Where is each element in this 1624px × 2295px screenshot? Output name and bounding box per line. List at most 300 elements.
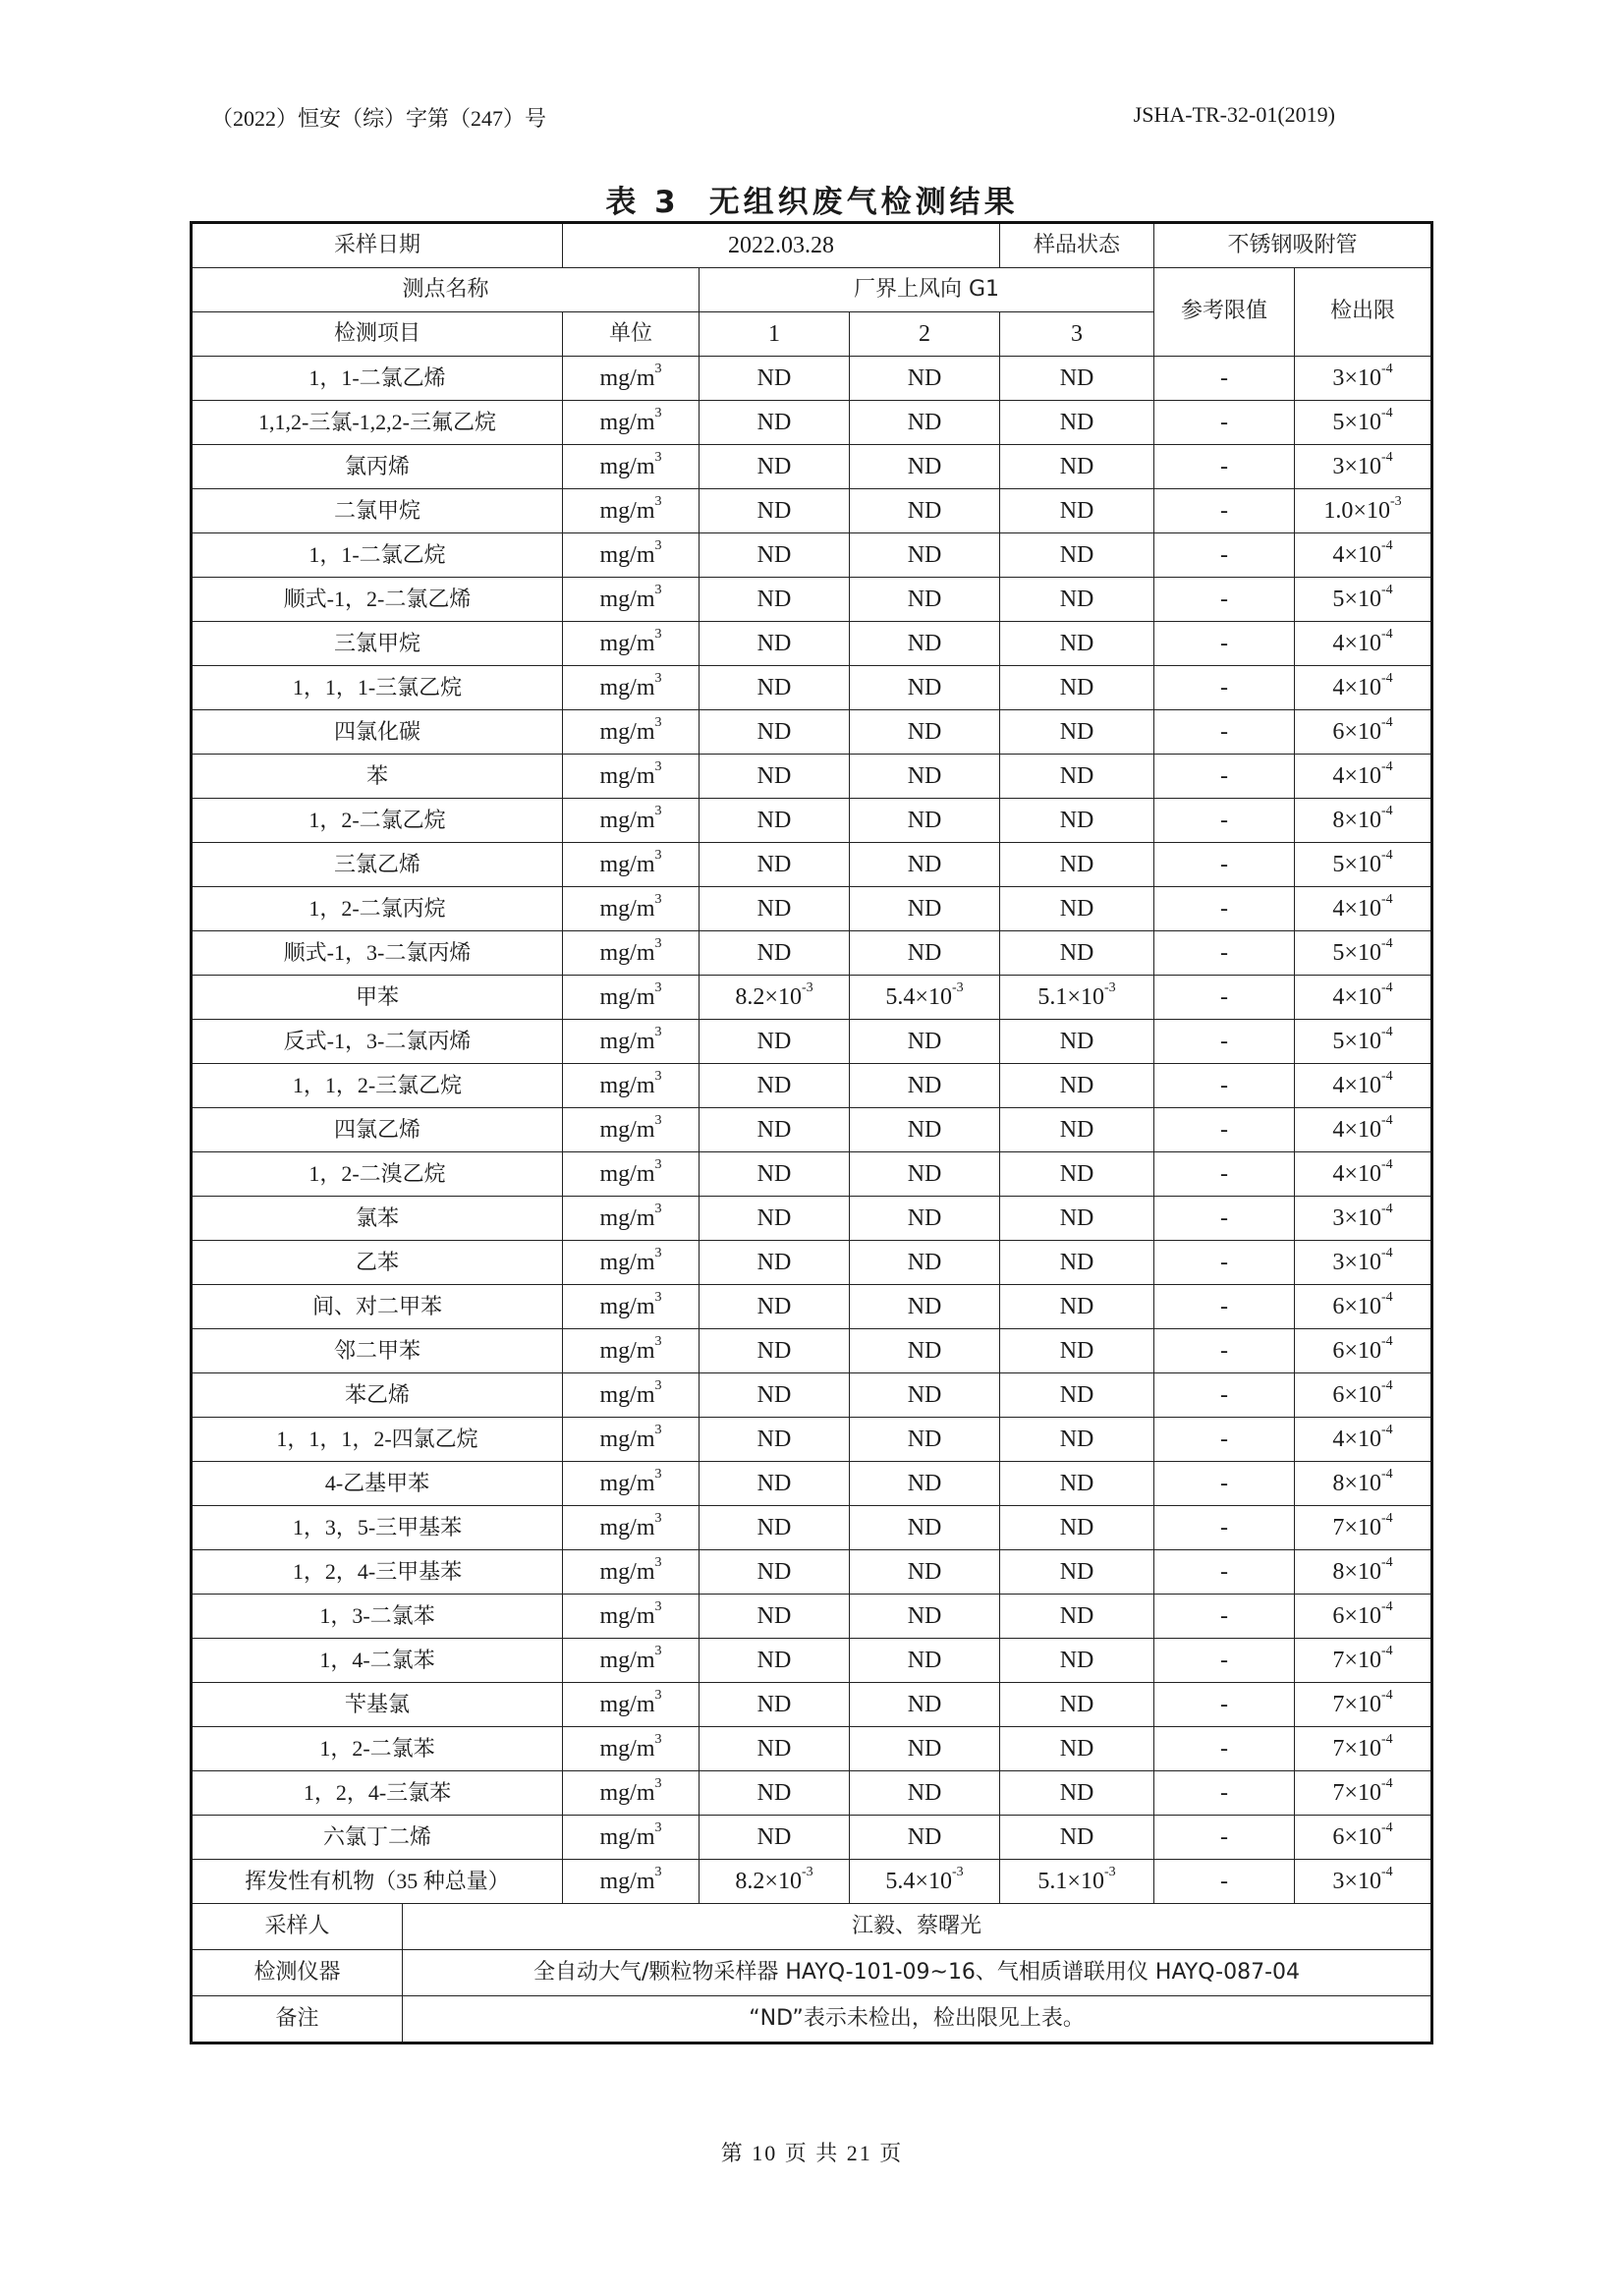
item-name: 1，1-二氯乙烷 [192, 533, 563, 578]
unit-cell [563, 1683, 700, 1727]
detection-limit-value-text: 4×10 [1332, 1160, 1381, 1187]
reference-limit-value: - [1154, 1683, 1295, 1727]
unit-cell [563, 401, 700, 445]
sample-3-value-text: ND [1059, 1116, 1094, 1143]
sample-1-value-text: ND [756, 1204, 792, 1231]
sample-2-value [850, 799, 1000, 843]
table-row [192, 357, 1432, 401]
reference-limit-value: - [1154, 799, 1295, 843]
detection-limit-value-exponent: -4 [1380, 758, 1393, 774]
sample-3-value [1000, 1639, 1154, 1683]
reference-limit-value: - [1154, 976, 1295, 1020]
sample-3-value [1000, 1152, 1154, 1197]
item-name: 四氯乙烯 [192, 1108, 563, 1152]
item-name: 1，2，4-三甲基苯 [192, 1550, 563, 1595]
reference-limit-value: - [1154, 931, 1295, 976]
unit-cell [563, 1064, 700, 1108]
unit-cell-text: mg/m [599, 453, 655, 479]
detection-limit-value-exponent: -4 [1380, 1201, 1393, 1216]
item-name: 邻二甲苯 [192, 1329, 563, 1373]
unit-cell-text: mg/m [599, 1779, 655, 1806]
sample-3-value [1000, 1506, 1154, 1550]
sample-3-value [1000, 622, 1154, 666]
unit-cell-exponent: 3 [654, 405, 662, 420]
sample-1-value [700, 401, 850, 445]
unit-cell-exponent: 3 [654, 1864, 662, 1879]
detection-limit-value [1295, 1506, 1432, 1550]
table-row [192, 1152, 1432, 1197]
unit-cell [563, 1108, 700, 1152]
detection-limit-value [1295, 1727, 1432, 1771]
sample-1-value-text: ND [756, 541, 792, 568]
unit-cell-exponent: 3 [654, 1377, 662, 1393]
sample-3-value-text: ND [1059, 541, 1094, 568]
sample-2-value-text: ND [907, 453, 942, 479]
sample-3-value-text: ND [1059, 1381, 1094, 1408]
sample-1-value-text: ND [756, 1160, 792, 1187]
sample-state-label: 样品状态 [1000, 223, 1154, 268]
table-row [192, 401, 1432, 445]
unit-cell-exponent: 3 [654, 626, 662, 642]
table-row [192, 887, 1432, 931]
sample-3-value-text: ND [1059, 1823, 1094, 1850]
reference-limit-value: - [1154, 843, 1295, 887]
unit-cell [563, 1241, 700, 1285]
reference-limit-value: - [1154, 1020, 1295, 1064]
unit-cell-exponent: 3 [654, 1024, 662, 1039]
sample-3-value-text: ND [1059, 895, 1094, 922]
unit-cell-exponent: 3 [654, 803, 662, 818]
unit-cell-exponent: 3 [654, 1775, 662, 1791]
sample-1-value [700, 1550, 850, 1595]
sample-2-value-text: ND [907, 939, 942, 966]
sample-2-value [850, 1197, 1000, 1241]
detection-limit-value-exponent: -4 [1380, 626, 1393, 642]
sample-3-value [1000, 1816, 1154, 1860]
detection-limit-value-text: 4×10 [1332, 1116, 1381, 1143]
detection-limit-value-exponent: -4 [1380, 1245, 1393, 1260]
sample-3-value [1000, 1329, 1154, 1373]
sample-2-value [850, 1462, 1000, 1506]
sample-1-value-text: ND [756, 1514, 792, 1540]
sample-1-value-text: ND [756, 364, 792, 391]
unit-cell [563, 1860, 700, 1904]
item-name: 顺式-1，2-二氯乙烯 [192, 578, 563, 622]
table-row [192, 1639, 1432, 1683]
sample-2-value-text: ND [907, 718, 942, 745]
report-number: （2022）恒安（综）字第（247）号 [211, 106, 547, 131]
detection-limit-value-exponent: -4 [1380, 714, 1393, 730]
sample-2-value-text: ND [907, 1116, 942, 1143]
unit-cell-text: mg/m [599, 807, 655, 833]
detection-limit-value-exponent: -4 [1380, 1333, 1393, 1349]
sample-3-value-text: ND [1059, 1779, 1094, 1806]
unit-cell [563, 1595, 700, 1639]
sample-3-value [1000, 533, 1154, 578]
sample-1-value [700, 1595, 850, 1639]
sample-2-value [850, 1683, 1000, 1727]
reference-limit-value: - [1154, 1595, 1295, 1639]
sample-2-value-text: ND [907, 541, 942, 568]
point-name-value: 厂界上风向 G1 [700, 268, 1154, 312]
table-row [192, 1506, 1432, 1550]
unit-cell-text: mg/m [599, 409, 655, 435]
detection-limit-value-text: 6×10 [1332, 718, 1381, 745]
detection-limit-value-text: 7×10 [1332, 1779, 1381, 1806]
sample-3-value-text: 5.1×10 [1037, 1868, 1104, 1894]
reference-limit-value: - [1154, 1727, 1295, 1771]
sample-1-value [700, 887, 850, 931]
unit-cell-exponent: 3 [654, 980, 662, 995]
detection-limit-value-text: 5×10 [1332, 851, 1381, 877]
sample-3-value [1000, 1860, 1154, 1904]
unit-cell-text: mg/m [599, 1735, 655, 1762]
detection-limit-value [1295, 1860, 1432, 1904]
detection-limit-value [1295, 1197, 1432, 1241]
sample-1-value-text: ND [756, 1602, 792, 1629]
sample-2-value [850, 401, 1000, 445]
sample-3-value [1000, 1108, 1154, 1152]
sample-1-value-text: ND [756, 586, 792, 612]
sample-3-value-text: ND [1059, 1426, 1094, 1452]
sample-3-value [1000, 401, 1154, 445]
detection-limit-value [1295, 1020, 1432, 1064]
point-name-label: 测点名称 [192, 268, 700, 312]
unit-cell [563, 755, 700, 799]
detection-limit-value [1295, 1064, 1432, 1108]
sample-2-value-text: ND [907, 1647, 942, 1673]
unit-cell-text: mg/m [599, 1381, 655, 1408]
detection-limit-value-text: 4×10 [1332, 1426, 1381, 1452]
unit-cell-text: mg/m [599, 541, 655, 568]
item-name: 苄基氯 [192, 1683, 563, 1727]
sample-2-value-text: 5.4×10 [885, 1868, 952, 1894]
item-name: 1,1,2-三氯-1,2,2-三氟乙烷 [192, 401, 563, 445]
detection-limit-value-text: 7×10 [1332, 1514, 1381, 1540]
item-name: 苯乙烯 [192, 1373, 563, 1418]
sample-2-value-text: ND [907, 1249, 942, 1275]
sample-2-value-text: ND [907, 807, 942, 833]
sample-1-value-text: 8.2×10 [735, 983, 802, 1010]
form-code: JSHA-TR-32-01(2019) [1133, 102, 1335, 127]
sample-2-value-text: ND [907, 1028, 942, 1054]
table-row [192, 1373, 1432, 1418]
sample-1-value-text: ND [756, 807, 792, 833]
sample-2-value-text: ND [907, 1160, 942, 1187]
detection-limit-value-text: 1.0×10 [1323, 497, 1390, 524]
sample-2-value [850, 1860, 1000, 1904]
item-name: 1，1，2-三氯乙烷 [192, 1064, 563, 1108]
unit-cell-text: mg/m [599, 1602, 655, 1629]
item-name: 1，2-二氯苯 [192, 1727, 563, 1771]
detection-limit-value [1295, 976, 1432, 1020]
sample-2-value-text: ND [907, 1426, 942, 1452]
sample-1-value-text: ND [756, 1470, 792, 1496]
detection-limit-header: 检出限 [1295, 268, 1432, 357]
sample-1-value [700, 799, 850, 843]
detection-limit-value-exponent: -4 [1380, 361, 1393, 376]
detection-limit-value-text: 6×10 [1332, 1602, 1381, 1629]
sample-1-value-text: ND [756, 453, 792, 479]
sample-3-value-text: 5.1×10 [1037, 983, 1104, 1010]
instrument-value: 全自动大气/颗粒物采样器 HAYQ-101-09~16、气相质谱联用仪 HAYQ-087-04 [403, 1950, 1432, 1996]
sampling-date-value: 2022.03.28 [563, 223, 1000, 268]
remark-row [192, 1996, 1432, 2043]
unit-cell [563, 1329, 700, 1373]
detection-limit-value-text: 6×10 [1332, 1381, 1381, 1408]
sample-2-value [850, 1152, 1000, 1197]
sample-2-value-text: ND [907, 1514, 942, 1540]
table-row [192, 1683, 1432, 1727]
detection-limit-value [1295, 1373, 1432, 1418]
instrument-row [192, 1950, 1432, 1996]
table-row [192, 1418, 1432, 1462]
table-row [192, 931, 1432, 976]
sample-3-value [1000, 1418, 1154, 1462]
detection-limit-value-text: 5×10 [1332, 586, 1381, 612]
reference-limit-value: - [1154, 1639, 1295, 1683]
sample-3-value-text: ND [1059, 1249, 1094, 1275]
item-name: 三氯甲烷 [192, 622, 563, 666]
detection-limit-value-exponent: -4 [1380, 1554, 1393, 1570]
table-row [192, 976, 1432, 1020]
sample-3-value-text: ND [1059, 1337, 1094, 1364]
unit-cell [563, 357, 700, 401]
table-row [192, 1727, 1432, 1771]
sample-2-value-text: ND [907, 1735, 942, 1762]
sample-state-value: 不锈钢吸附管 [1154, 223, 1432, 268]
sample-1-value-text: ND [756, 762, 792, 789]
sample-2-value-text: ND [907, 1337, 942, 1364]
table-number: 表 3 [605, 185, 680, 220]
unit-cell-exponent: 3 [654, 1643, 662, 1658]
item-name: 乙苯 [192, 1241, 563, 1285]
detection-limit-value-exponent: -4 [1380, 1510, 1393, 1526]
sample-3-value [1000, 1683, 1154, 1727]
detection-limit-value-text: 7×10 [1332, 1691, 1381, 1717]
reference-limit-value: - [1154, 1506, 1295, 1550]
unit-cell-text: mg/m [599, 1116, 655, 1143]
sample-3-value [1000, 1727, 1154, 1771]
sample-3-value-text: ND [1059, 1514, 1094, 1540]
unit-cell-exponent: 3 [654, 1554, 662, 1570]
table-row [192, 755, 1432, 799]
unit-cell-exponent: 3 [654, 361, 662, 376]
unit-cell [563, 1020, 700, 1064]
instrument-label: 检测仪器 [192, 1950, 403, 1996]
reference-limit-value: - [1154, 666, 1295, 710]
sample-2-value [850, 887, 1000, 931]
sample-3-value [1000, 1197, 1154, 1241]
sample-3-value [1000, 1064, 1154, 1108]
table-row [192, 622, 1432, 666]
detection-limit-value-exponent: -4 [1380, 1775, 1393, 1791]
detection-limit-value-text: 8×10 [1332, 807, 1381, 833]
item-name: 氯丙烯 [192, 445, 563, 489]
item-name: 二氯甲烷 [192, 489, 563, 533]
item-name: 甲苯 [192, 976, 563, 1020]
results-table [190, 221, 1433, 2044]
sample-2-value-text: ND [907, 895, 942, 922]
sample-3-value [1000, 445, 1154, 489]
sample-3-value-text: ND [1059, 674, 1094, 700]
sample-1-value-text: ND [756, 674, 792, 700]
detection-limit-value-exponent: -4 [1380, 980, 1393, 995]
sample-1-value [700, 976, 850, 1020]
unit-cell [563, 533, 700, 578]
sample-1-value-text: ND [756, 1116, 792, 1143]
sample-3-value-text: ND [1059, 718, 1094, 745]
sample-1-value-text: ND [756, 630, 792, 656]
sample-2-value-text: 5.4×10 [885, 983, 952, 1010]
item-name: 4-乙基甲苯 [192, 1462, 563, 1506]
unit-cell-text: mg/m [599, 1426, 655, 1452]
detection-limit-value [1295, 931, 1432, 976]
sample-2-value [850, 931, 1000, 976]
unit-cell-exponent: 3 [654, 670, 662, 686]
detection-limit-value-text: 4×10 [1332, 1072, 1381, 1098]
sample-1-value-text: ND [756, 895, 792, 922]
reference-limit-value: - [1154, 1197, 1295, 1241]
sample-2-value [850, 1771, 1000, 1816]
unit-cell [563, 799, 700, 843]
sample-1-value [700, 1152, 850, 1197]
table-row [192, 1241, 1432, 1285]
detection-limit-value [1295, 533, 1432, 578]
unit-cell-text: mg/m [599, 1647, 655, 1673]
detection-limit-value-text: 6×10 [1332, 1337, 1381, 1364]
unit-cell [563, 445, 700, 489]
detection-limit-value-exponent: -4 [1380, 1466, 1393, 1482]
detection-limit-value [1295, 666, 1432, 710]
detection-limit-value [1295, 1683, 1432, 1727]
unit-cell-text: mg/m [599, 1204, 655, 1231]
sample-1-value-text: ND [756, 1293, 792, 1319]
sample-1-value-exponent: -3 [801, 980, 813, 995]
sample-3-value-text: ND [1059, 364, 1094, 391]
sample-2-value [850, 666, 1000, 710]
reference-limit-value: - [1154, 445, 1295, 489]
unit-cell-text: mg/m [599, 851, 655, 877]
unit-cell [563, 887, 700, 931]
unit-cell-text: mg/m [599, 1337, 655, 1364]
sample-3-value-text: ND [1059, 1160, 1094, 1187]
item-header: 检测项目 [192, 312, 563, 357]
unit-cell [563, 622, 700, 666]
sample-1-value-text: ND [756, 1028, 792, 1054]
sample-2-value [850, 755, 1000, 799]
detection-limit-value-exponent: -4 [1380, 1687, 1393, 1703]
sample-3-value [1000, 976, 1154, 1020]
sample-2-value-text: ND [907, 1072, 942, 1098]
reference-limit-value: - [1154, 1285, 1295, 1329]
unit-cell [563, 1152, 700, 1197]
unit-cell [563, 1418, 700, 1462]
unit-cell-text: mg/m [599, 1249, 655, 1275]
detection-limit-value-exponent: -3 [1389, 493, 1402, 509]
sample-1-value [700, 578, 850, 622]
sample-3-value-text: ND [1059, 1647, 1094, 1673]
sample-3-value-text: ND [1059, 1735, 1094, 1762]
detection-limit-value-text: 5×10 [1332, 1028, 1381, 1054]
table-row [192, 1771, 1432, 1816]
detection-limit-value-exponent: -4 [1380, 1289, 1393, 1305]
sample-3-value-text: ND [1059, 807, 1094, 833]
sample-2-value [850, 1108, 1000, 1152]
sample-1-value-text: ND [756, 1779, 792, 1806]
unit-cell-exponent: 3 [654, 935, 662, 951]
sample-1-value [700, 357, 850, 401]
detection-limit-value-exponent: -4 [1380, 891, 1393, 907]
sample-1-value [700, 1860, 850, 1904]
detection-limit-value-text: 4×10 [1332, 895, 1381, 922]
sample-2-header: 2 [850, 312, 1000, 357]
detection-limit-value [1295, 622, 1432, 666]
reference-limit-value: - [1154, 1064, 1295, 1108]
sample-1-value-text: ND [756, 1337, 792, 1364]
sample-1-value-text: ND [756, 1072, 792, 1098]
sample-1-value [700, 1816, 850, 1860]
item-name: 挥发性有机物（35 种总量） [192, 1860, 563, 1904]
detection-limit-value-text: 3×10 [1332, 364, 1381, 391]
item-name: 1，1，1-三氯乙烷 [192, 666, 563, 710]
detection-limit-value-exponent: -4 [1380, 537, 1393, 553]
detection-limit-value-exponent: -4 [1380, 935, 1393, 951]
table-title-text: 无组织废气检测结果 [708, 185, 1019, 220]
unit-cell-text: mg/m [599, 718, 655, 745]
sample-1-value [700, 755, 850, 799]
sample-2-value [850, 1639, 1000, 1683]
detection-limit-value [1295, 1285, 1432, 1329]
sample-2-value-text: ND [907, 674, 942, 700]
sample-2-value [850, 1285, 1000, 1329]
sample-3-header: 3 [1000, 312, 1154, 357]
sample-1-value-text: ND [756, 1381, 792, 1408]
sample-1-value [700, 1418, 850, 1462]
sampling-date-label: 采样日期 [192, 223, 563, 268]
table-row [192, 799, 1432, 843]
table-row [192, 489, 1432, 533]
unit-cell-exponent: 3 [654, 1245, 662, 1260]
sample-2-value-text: ND [907, 409, 942, 435]
detection-limit-value-text: 3×10 [1332, 1868, 1381, 1894]
detection-limit-value [1295, 1152, 1432, 1197]
sampler-row [192, 1904, 1432, 1950]
sample-3-value-text: ND [1059, 630, 1094, 656]
detection-limit-value-text: 3×10 [1332, 1204, 1381, 1231]
unit-cell-text: mg/m [599, 1558, 655, 1585]
sample-2-value [850, 1595, 1000, 1639]
sample-2-value [850, 1418, 1000, 1462]
item-name: 六氯丁二烯 [192, 1816, 563, 1860]
detection-limit-value [1295, 401, 1432, 445]
sample-1-value-text: ND [756, 1691, 792, 1717]
unit-cell [563, 489, 700, 533]
detection-limit-value-exponent: -4 [1380, 1112, 1393, 1128]
sampler-value: 江毅、蔡曙光 [403, 1904, 1432, 1950]
unit-cell-text: mg/m [599, 1868, 655, 1894]
sample-1-value [700, 1771, 850, 1816]
unit-cell-exponent: 3 [654, 1466, 662, 1482]
reference-limit-value: - [1154, 401, 1295, 445]
reference-limit-value: - [1154, 1462, 1295, 1506]
sample-3-value-text: ND [1059, 409, 1094, 435]
sample-3-value-text: ND [1059, 939, 1094, 966]
unit-cell [563, 578, 700, 622]
unit-cell-exponent: 3 [654, 1156, 662, 1172]
detection-limit-value-exponent: -4 [1380, 1377, 1393, 1393]
unit-cell-text: mg/m [599, 1823, 655, 1850]
